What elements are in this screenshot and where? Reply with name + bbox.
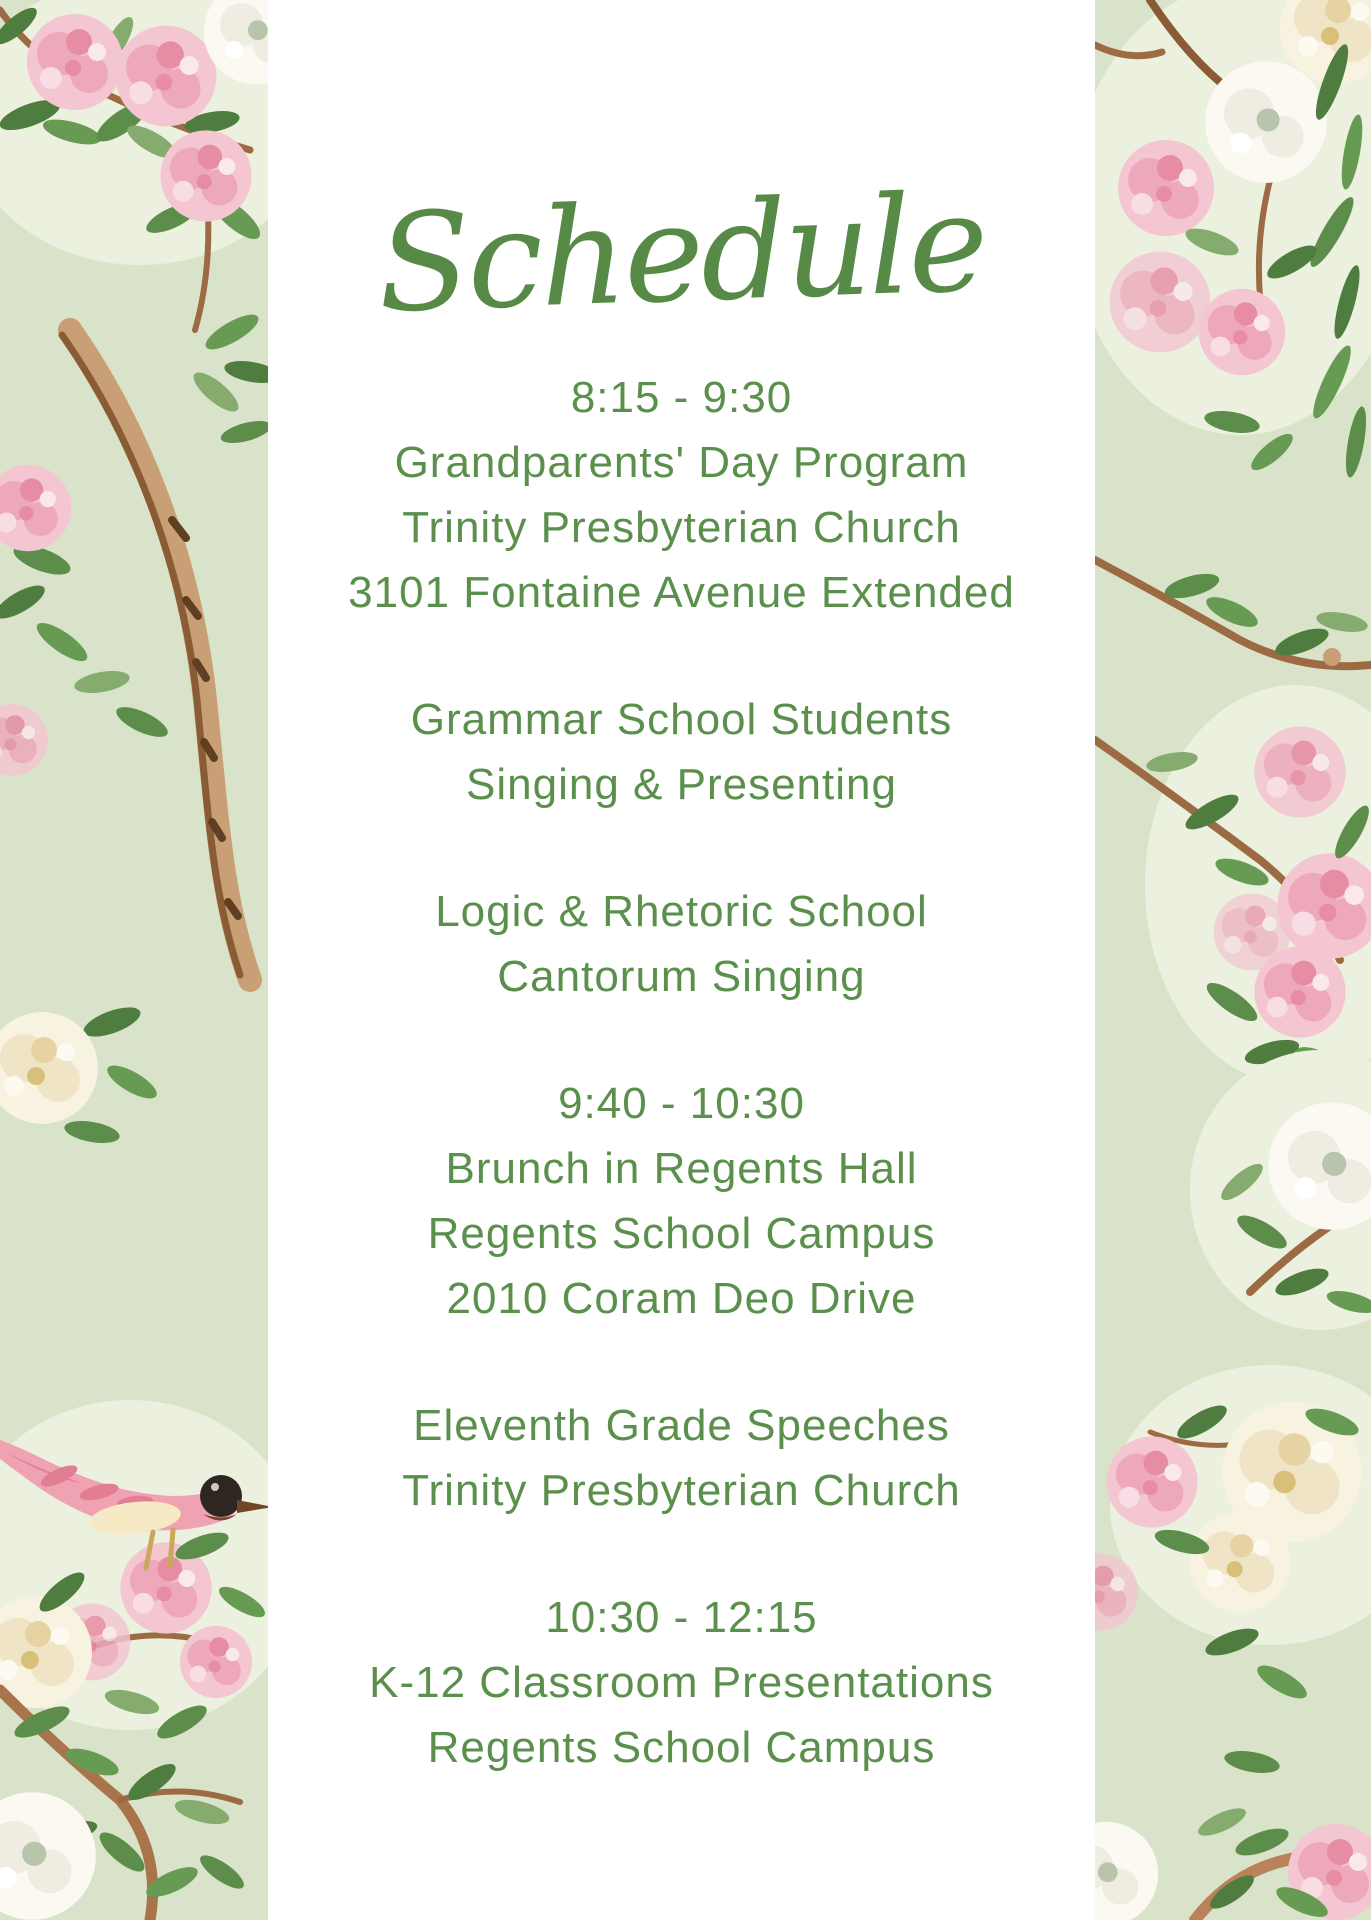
schedule-line: Cantorum Singing [497,952,866,1001]
schedule-line: Grammar School Students [410,695,953,744]
schedule-group-logic-rhetoric [268,879,1095,1009]
schedule-group-presentations [268,1585,1095,1780]
schedule-line: 2010 Coram Deo Drive [446,1274,917,1323]
schedule-line: Logic & Rhetoric School [435,887,928,936]
schedule-line: Trinity Presbyterian Church [402,1466,961,1515]
rose-flower [116,26,217,127]
schedule-line: K-12 Classroom Presentations [369,1658,994,1707]
rose-flower [1118,140,1214,236]
rose-flower [160,130,251,221]
schedule-line: Grandparents' Day Program [394,438,969,487]
page-title: Schedule [375,164,988,343]
schedule-group-brunch [268,1071,1095,1331]
schedule-list [268,365,1095,1780]
schedule-line: 10:30 - 12:15 [545,1593,818,1642]
schedule-group-speeches [268,1393,1095,1523]
rose-flower [1106,1436,1197,1527]
schedule-group-grammar [268,687,1095,817]
schedule-line: 8:15 - 9:30 [570,373,793,422]
schedule-group-program [268,365,1095,625]
schedule-panel [268,0,1095,1920]
schedule-line: Eleventh Grade Speeches [413,1401,950,1450]
white-flower [1205,61,1327,183]
rose-flower [1214,894,1291,971]
schedule-line: 9:40 - 10:30 [558,1079,805,1128]
schedule-line: Trinity Presbyterian Church [402,503,961,552]
rose-flower [1110,252,1211,353]
schedule-line: Regents School Campus [427,1209,936,1258]
rose-flower [1199,289,1285,375]
schedule-line: Singing & Presenting [466,760,897,809]
schedule-line: Regents School Campus [427,1723,936,1772]
rose-flower [1254,726,1345,817]
rose-flower [27,14,123,110]
schedule-line: Brunch in Regents Hall [445,1144,918,1193]
rose-flower [180,1626,252,1698]
cream-flower [1190,1512,1291,1613]
schedule-line: 3101 Fontaine Avenue Extended [348,568,1015,617]
